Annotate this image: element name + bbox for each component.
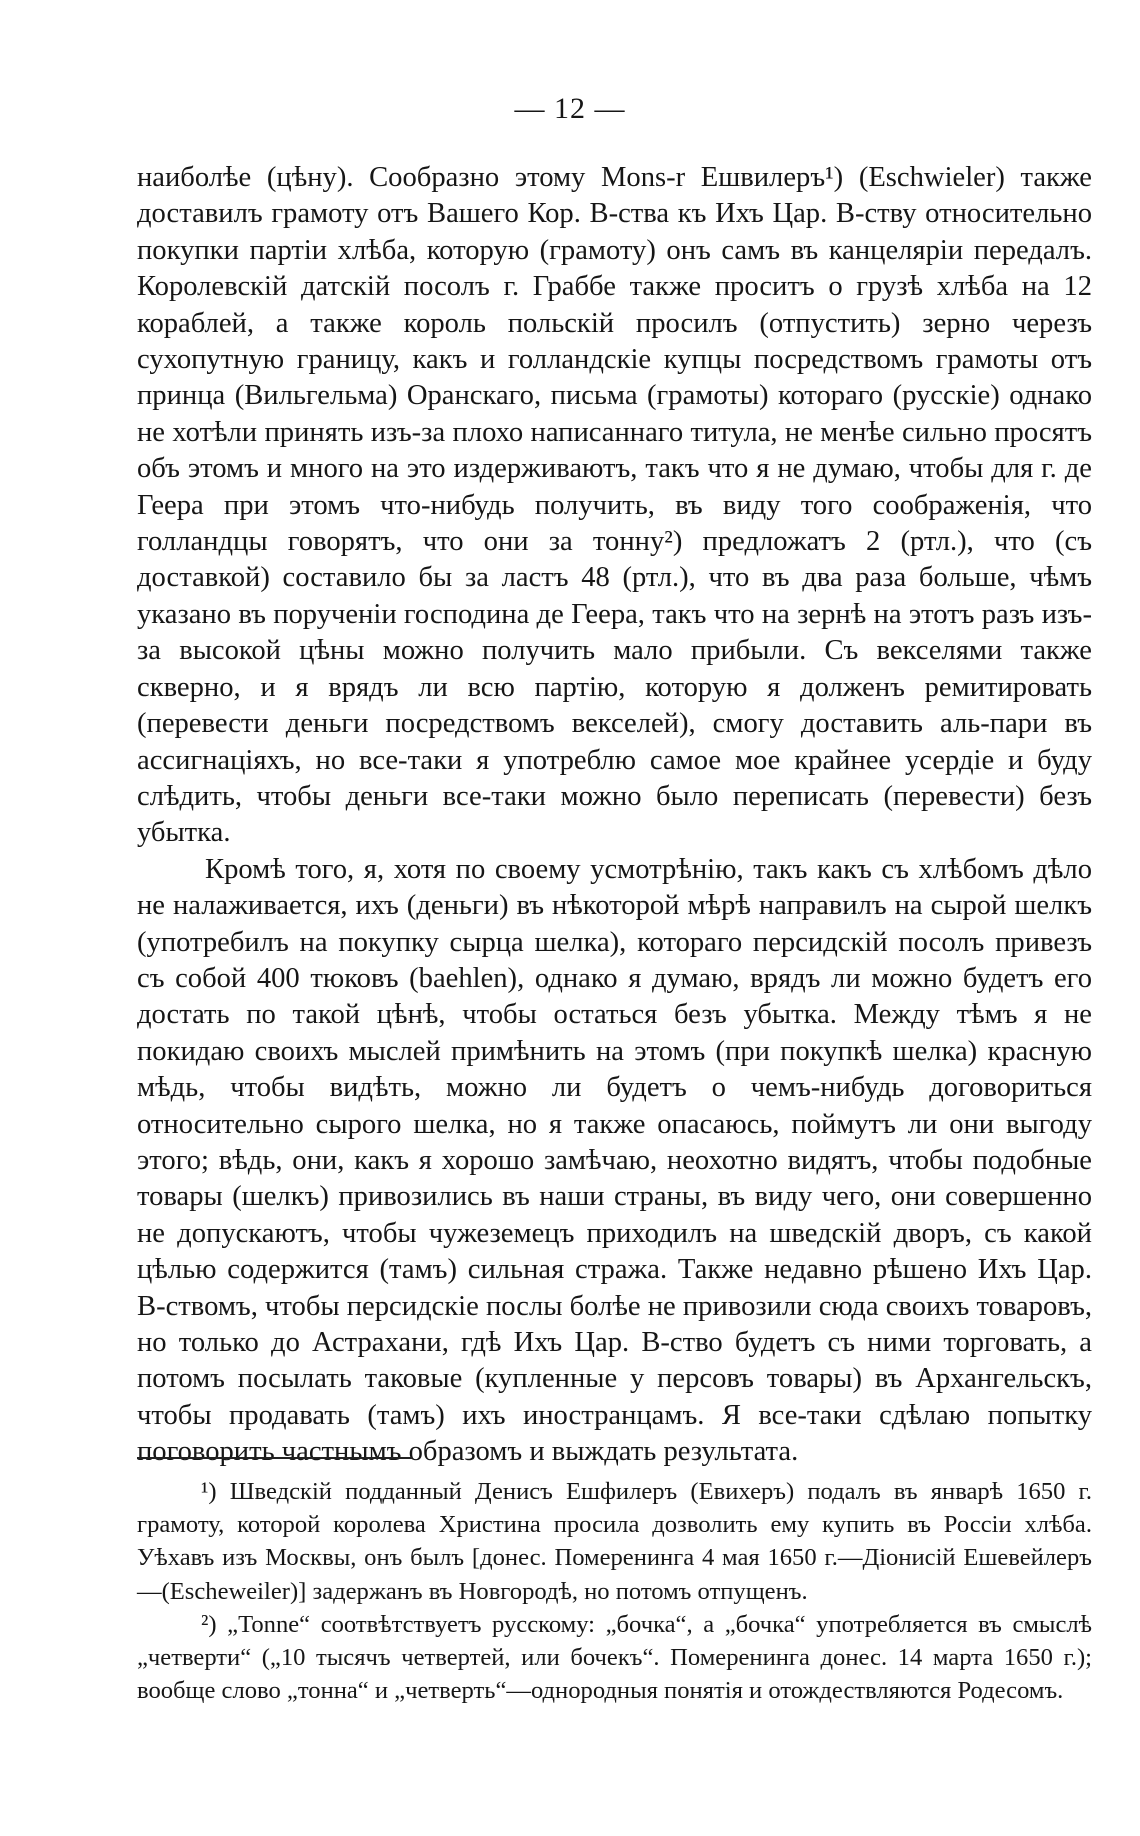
- paragraph-1: наиболѣе (цѣну). Сообразно этому Mons-r Ешвилеръ¹) (Eschwieler) также доставилъ грамоту отъ Вашего Кор. В-ства къ Ихъ Цар. В-ству относительно покупки партіи хлѣба, которую (грамоту) онъ самъ въ канцеляріи передалъ. Королевскій датскій посолъ г. Граббе также проситъ о грузѣ хлѣба на 12 кораблей, а также король польскій просилъ (отпустить) зерно черезъ сухопутную границу, какъ и голландскіе купцы посредствомъ грамоты отъ принца (Вильгельма) Оранскаго, письма (грамоты) котораго (русскіе) однако не хотѣли принять изъ-за плохо написаннаго титула, не менѣе сильно просятъ объ этомъ и много на это издерживаютъ, такъ что я не думаю, чтобы для г. де Геера при этомъ что-нибудь получить, въ виду того соображенія, что голландцы говорятъ, что они за тонну²) предложатъ 2 (ртл.), что (съ доставкой) составило бы за ластъ 48 (ртл.), что въ два раза больше, чѣмъ указано въ порученіи господина де Геера, такъ что на зернѣ на этотъ разъ изъ-за высокой цѣны можно получить мало прибыли. Съ векселями также скверно, и я врядъ ли всю партію, которую я долженъ ремитировать (перевести деньги посредствомъ векселей), смогу доставить аль-пари въ ассигнаціяхъ, но все-таки я употреблю самое мое крайнее усердіе и буду слѣдить, чтобы деньги все-таки можно было переписать (перевести) безъ убытка.: [137, 162, 1092, 849]
- footnote-2: ²) „Tonne“ соотвѣтствуетъ русскому: „бочка“, а „бочка“ употребляется въ смыслѣ „четверти“ („10 тысячъ четвертей, или бочекъ“. Померенинга донес. 14 марта 1650 г.); вообще слово „тонна“ и „четверть“—однородныя понятія и отождествляются Родесомъ.: [137, 1610, 1092, 1705]
- paragraph-2: Кромѣ того, я, хотя по своему усмотрѣнію, такъ какъ съ хлѣбомъ дѣло не налаживается, ихъ (деньги) въ нѣкоторой мѣрѣ направилъ на сырой шелкъ (употребилъ на покупку сырца шелка), котораго персидскій посолъ привезъ съ собой 400 тюковъ (baehlen), однако я думаю, врядъ ли можно будетъ его достать по такой цѣнѣ, чтобы остаться безъ убытка. Между тѣмъ я не покидаю своихъ мыслей примѣнить на этомъ (при покупкѣ шелка) красную мѣдь, чтобы видѣть, можно ли будетъ о чемъ-нибудь договориться относительно сырого шелка, но я также опасаюсь, поймутъ ли они выгоду этого; вѣдь, они, какъ я хорошо замѣчаю, неохотно видятъ, чтобы подобные товары (шелкъ) привозились въ наши страны, въ виду чего, они совершенно не допускаютъ, чтобы чужеземецъ приходилъ на шведскій дворъ, съ какой цѣлью содержится (тамъ) сильная стража. Также недавно рѣшено Ихъ Цар. В-ствомъ, чтобы персидскіе послы болѣе не привозили сюда своихъ товаровъ, но только до Астрахани, гдѣ Ихъ Цар. В-ство будетъ съ ними торговать, а потомъ посылать таковые (купленные у персовъ товары) въ Архангельскъ, чтобы продавать (тамъ) ихъ иностранцамъ. Я все-таки сдѣлаю попытку поговорить частнымъ образомъ и выждать результата.: [137, 853, 1092, 1468]
- footnote-1: ¹) Шведскій подданный Денисъ Ешфилеръ (Евихеръ) подалъ въ январѣ 1650 г. грамоту, которой королева Христина просила дозволить ему купить въ Россіи хлѣба. Уѣхавъ изъ Москвы, онъ былъ [донес. Померенинга 4 мая 1650 г.—Діонисій Ешевейлеръ—(Escheweiler)] задержанъ въ Новгородѣ, но потомъ отпущенъ.: [137, 1478, 1092, 1605]
- footnotes: [137, 1475, 1092, 1707]
- page-number: — 12 —: [514, 92, 626, 125]
- footnote-divider: [137, 1457, 412, 1459]
- main-text: [137, 160, 1092, 1471]
